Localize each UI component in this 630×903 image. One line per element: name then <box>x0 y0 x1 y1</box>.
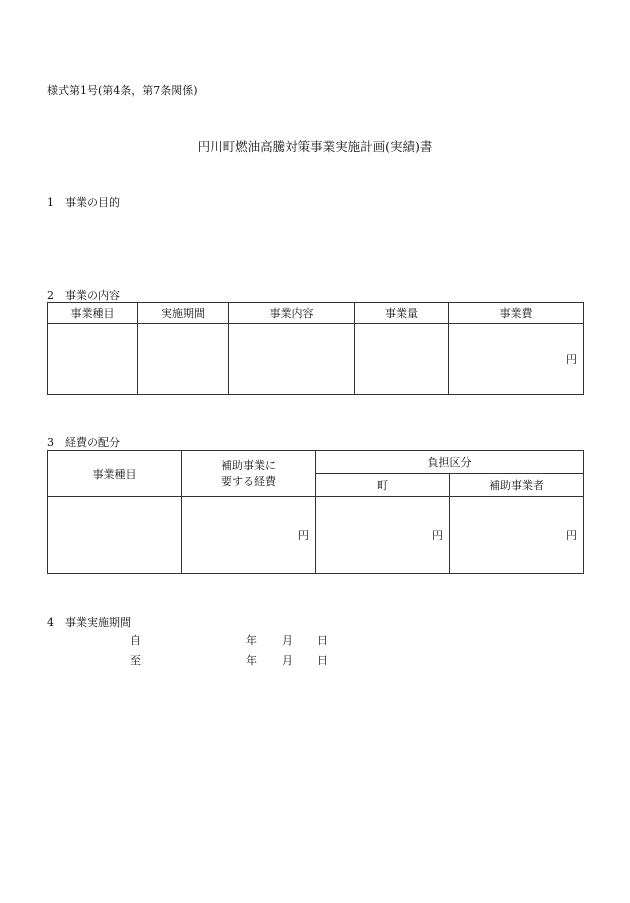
cell-business-type[interactable] <box>48 497 182 574</box>
table-header-row <box>48 451 584 474</box>
from-year: 年 <box>246 634 257 647</box>
cost-allocation-table <box>47 450 584 574</box>
header-required-cost-line1: 補助事業に <box>221 458 276 472</box>
header-business-volume: 事業量 <box>355 303 449 324</box>
section-2-heading <box>47 287 120 303</box>
header-business-cost: 事業費 <box>449 303 584 324</box>
cell-business-cost[interactable] <box>449 324 584 395</box>
section-4-label: 事業実施期間 <box>65 616 131 629</box>
header-business-content: 事業内容 <box>229 303 355 324</box>
header-implementation-period: 実施期間 <box>138 303 229 324</box>
section-3-number: 3 <box>47 436 54 449</box>
header-town: 町 <box>316 474 450 497</box>
table-header-row <box>48 303 584 324</box>
cell-implementation-period[interactable] <box>138 324 229 395</box>
form-number: 様式第1号(第4条，第7条関係) <box>47 84 198 97</box>
yen-unit: 円 <box>566 353 577 366</box>
cell-required-cost[interactable] <box>182 497 316 574</box>
table-row <box>48 497 584 574</box>
table-row <box>48 324 584 395</box>
header-required-cost-line2: 要する経費 <box>221 474 276 488</box>
to-label: 至 <box>130 654 141 667</box>
cell-town-burden[interactable] <box>316 497 450 574</box>
yen-unit: 円 <box>432 529 443 542</box>
section-4-heading <box>47 614 131 630</box>
document-title: 円川町燃油高騰対策事業実施計画(実績)書 <box>197 139 433 154</box>
period-to-row <box>0 652 630 668</box>
section-1-label: 事業の目的 <box>65 196 120 209</box>
from-label: 自 <box>130 634 141 647</box>
business-content-table <box>47 302 584 395</box>
to-day: 日 <box>317 654 328 667</box>
cell-business-type[interactable] <box>48 324 138 395</box>
header-burden-division: 負担区分 <box>316 451 584 474</box>
cell-business-content[interactable] <box>229 324 355 395</box>
yen-unit: 円 <box>298 529 309 542</box>
to-month: 月 <box>282 654 293 667</box>
header-business-type: 事業種目 <box>48 303 138 324</box>
section-4-number: 4 <box>47 616 54 629</box>
from-day: 日 <box>317 634 328 647</box>
to-year: 年 <box>246 654 257 667</box>
header-business-type: 事業種目 <box>48 451 182 497</box>
section-2-number: 2 <box>47 289 54 302</box>
section-1-number: 1 <box>47 196 54 209</box>
header-required-cost <box>182 451 316 497</box>
header-operator: 補助事業者 <box>450 474 584 497</box>
from-month: 月 <box>282 634 293 647</box>
section-2-label: 事業の内容 <box>65 289 120 302</box>
yen-unit: 円 <box>566 529 577 542</box>
section-3-label: 経費の配分 <box>65 436 120 449</box>
period-from-row <box>0 632 630 648</box>
section-1-heading <box>47 194 120 210</box>
cell-business-volume[interactable] <box>355 324 449 395</box>
cell-operator-burden[interactable] <box>450 497 584 574</box>
section-3-heading <box>47 434 120 450</box>
